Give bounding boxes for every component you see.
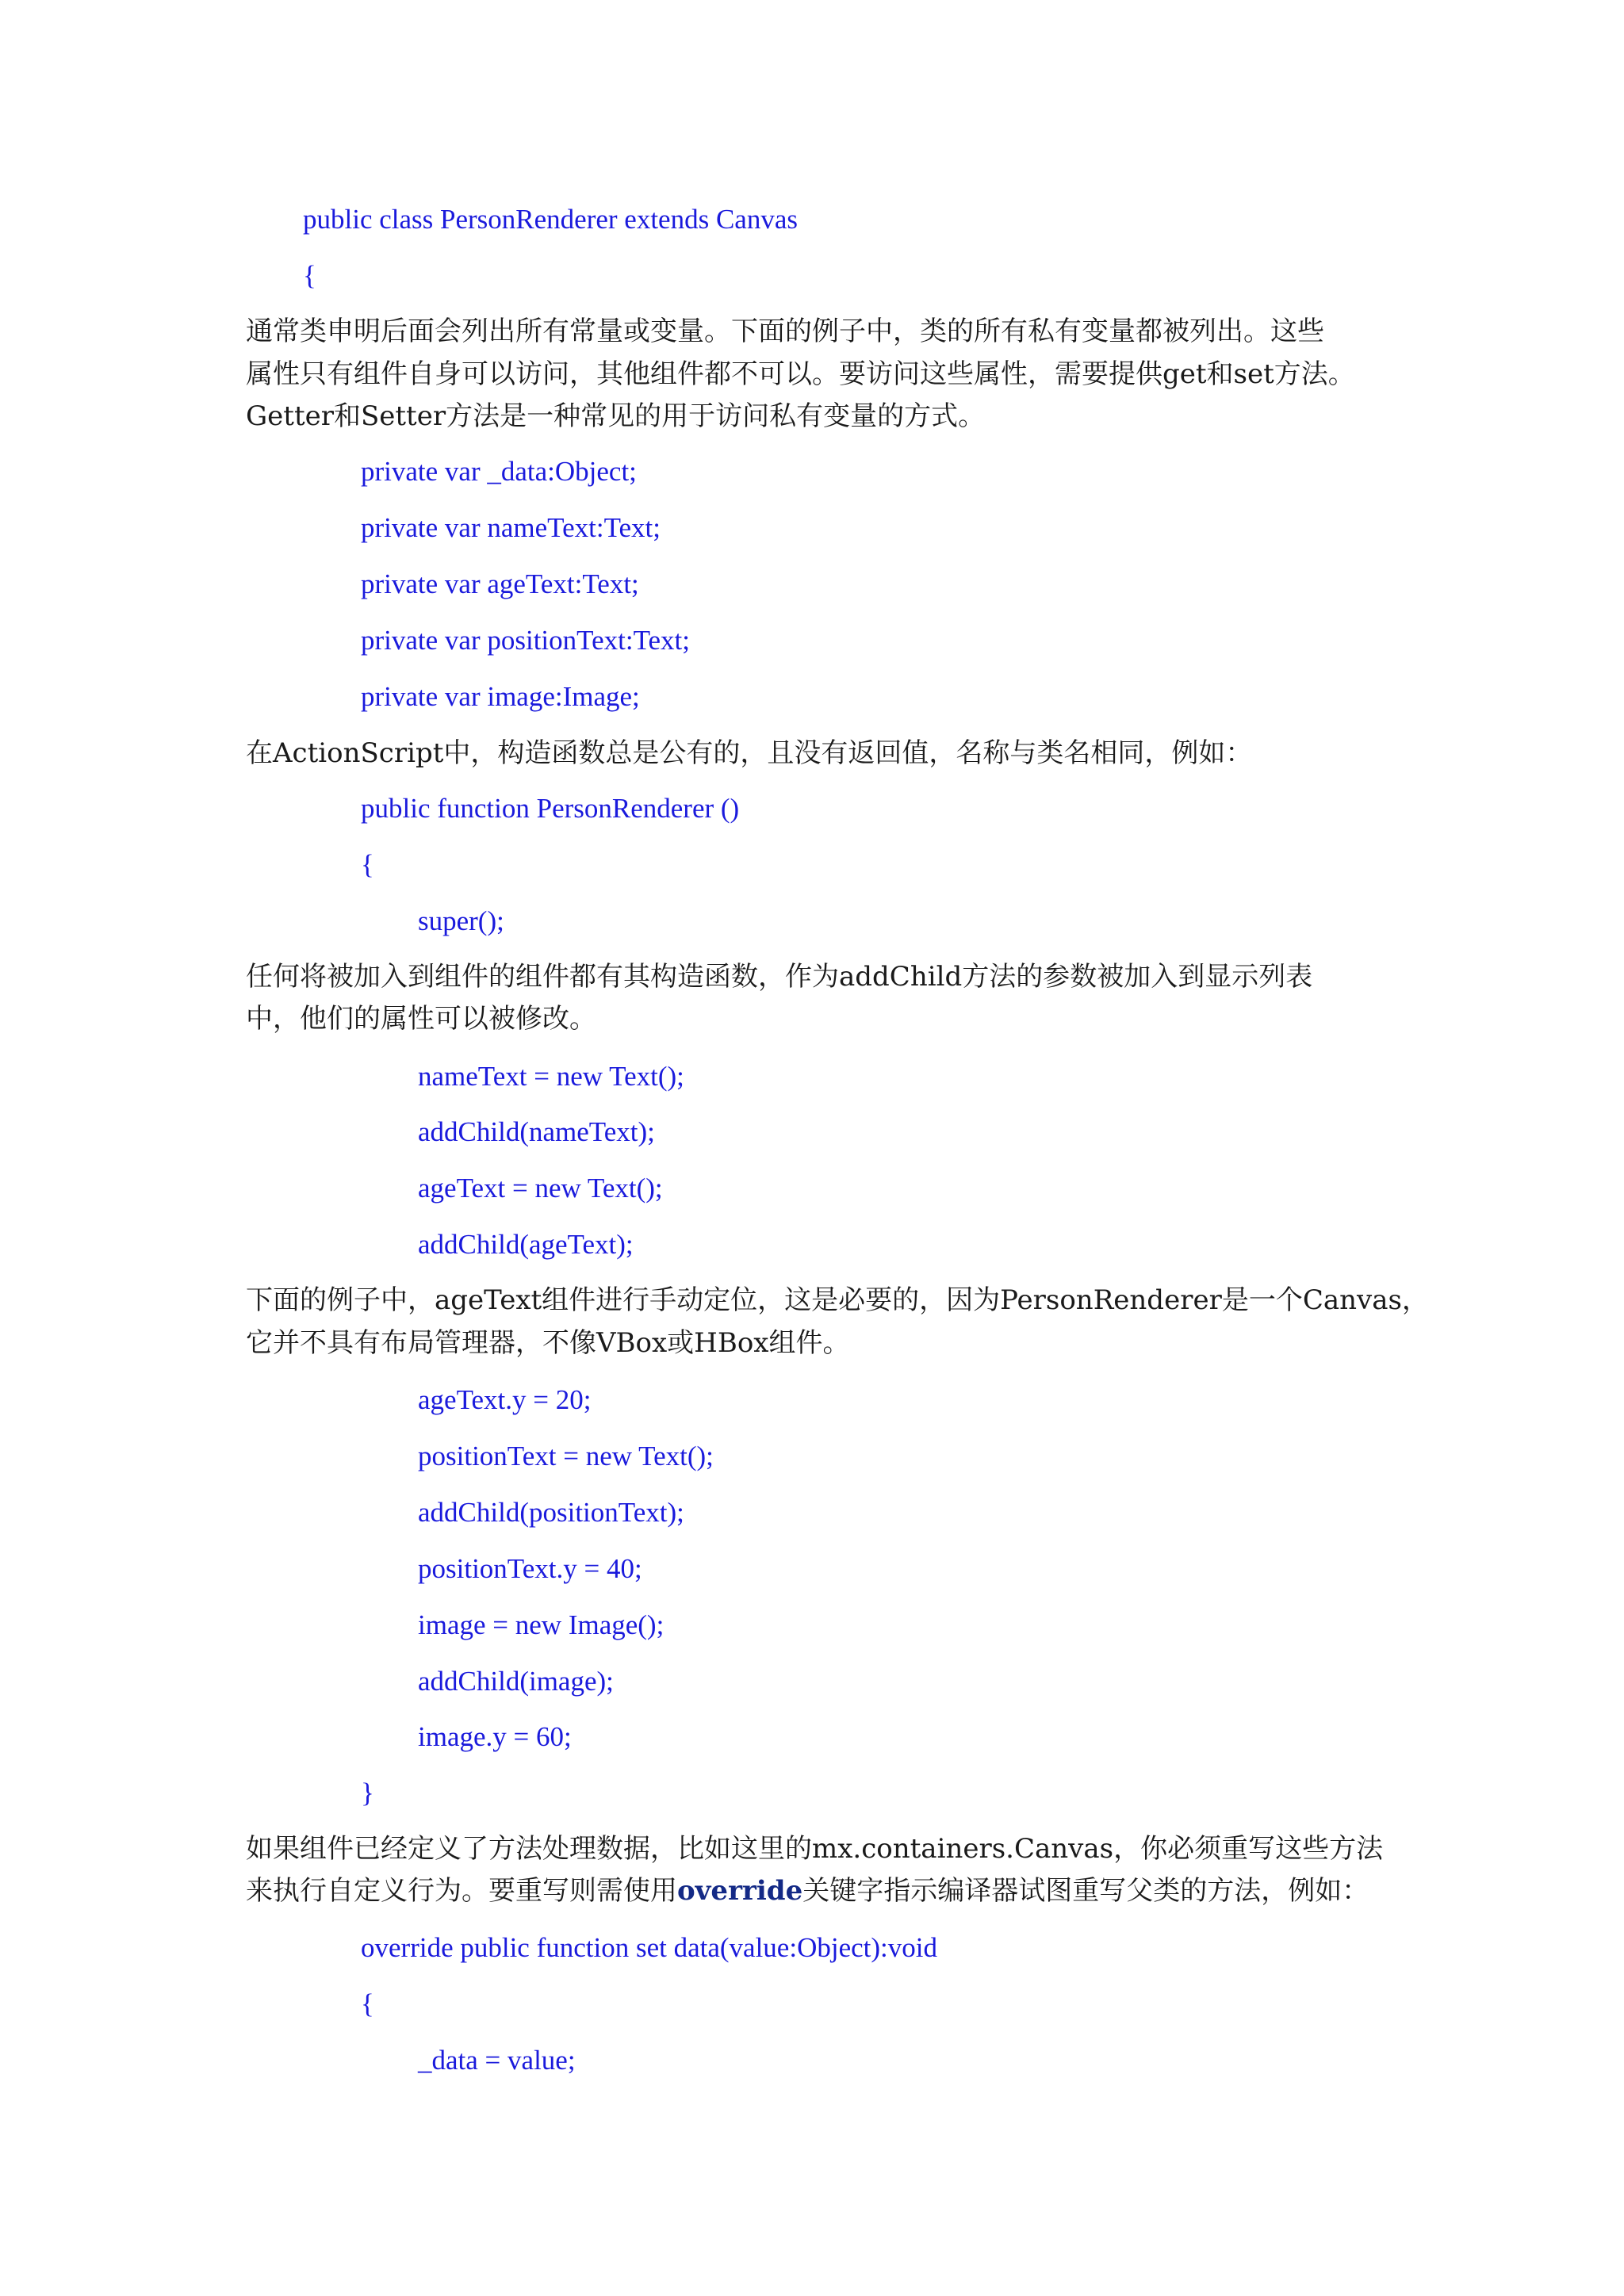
code-line: ageText = new Text(); — [418, 1173, 663, 1203]
code-line: nameText = new Text(); — [418, 1061, 684, 1092]
code-open-brace: { — [361, 849, 374, 880]
paragraph-line: 它并不具有布局管理器，不像VBox或HBox组件。 — [246, 1327, 850, 1359]
paragraph-line: 下面的例子中，ageText组件进行手动定位，这是必要的，因为PersonRenderer是一个Canvas， — [246, 1284, 1429, 1316]
code-line: super(); — [418, 905, 504, 936]
code-line: private var positionText:Text; — [361, 625, 690, 656]
code-line: addChild(ageText); — [418, 1229, 634, 1260]
paragraph-line: 中，他们的属性可以被修改。 — [246, 1003, 596, 1035]
code-line: addChild(image); — [418, 1666, 614, 1697]
code-open-brace: { — [361, 1988, 374, 2019]
paragraph-line-with-keyword — [246, 1871, 1369, 1911]
paragraph-text: 关键字指示编译器试图重写父类的方法，例如： — [802, 1875, 1369, 1907]
code-open-brace: { — [303, 260, 316, 291]
code-close-brace: } — [361, 1777, 374, 1808]
code-line: addChild(positionText); — [418, 1497, 684, 1528]
code-line: image.y = 60; — [418, 1721, 572, 1752]
code-line: override public function set data(value:Object):void — [361, 1932, 937, 1963]
code-line: positionText = new Text(); — [418, 1441, 714, 1471]
code-line: private var ageText:Text; — [361, 568, 639, 599]
code-line: private var image:Image; — [361, 681, 640, 712]
code-line: private var _data:Object; — [361, 456, 637, 487]
paragraph-line: 属性只有组件自身可以访问，其他组件都不可以。要访问这些属性，需要提供get和set方法。 — [246, 358, 1355, 390]
code-line: image = new Image(); — [418, 1609, 665, 1640]
code-line: public function PersonRenderer () — [361, 793, 740, 824]
code-line: _data = value; — [418, 2045, 576, 2076]
code-line: positionText.y = 40; — [418, 1553, 642, 1584]
code-line: private var nameText:Text; — [361, 512, 661, 543]
paragraph-text: 来执行自定义行为。要重写则需使用 — [246, 1875, 677, 1907]
code-class-declaration: public class PersonRenderer extends Canvas — [303, 204, 799, 235]
paragraph-line: 在ActionScript中，构造函数总是公有的，且没有返回值，名称与类名相同，例如： — [246, 737, 1253, 769]
code-line: ageText.y = 20; — [418, 1384, 592, 1415]
paragraph-line: 如果组件已经定义了方法处理数据，比如这里的mx.containers.Canvas，你必须重写这些方法 — [246, 1833, 1384, 1865]
code-line: addChild(nameText); — [418, 1116, 655, 1147]
paragraph-line: Getter和Setter方法是一种常见的用于访问私有变量的方式。 — [246, 400, 986, 432]
paragraph-line: 通常类申明后面会列出所有常量或变量。下面的例子中，类的所有私有变量都被列出。这些 — [246, 316, 1324, 347]
paragraph-line: 任何将被加入到组件的组件都有其构造函数，作为addChild方法的参数被加入到显示列表 — [246, 961, 1313, 993]
override-keyword: override — [677, 1875, 803, 1907]
